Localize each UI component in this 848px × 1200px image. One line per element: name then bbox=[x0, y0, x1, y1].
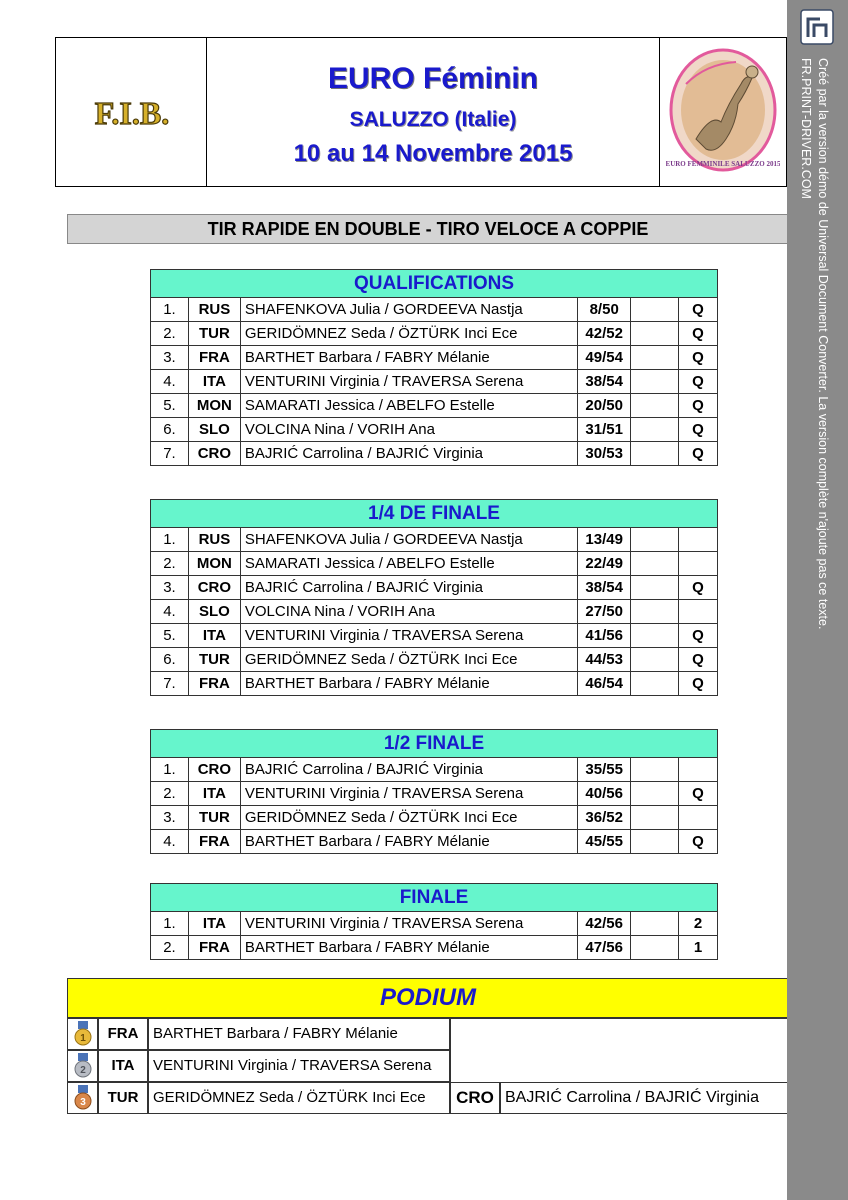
podium-third-b-nation: CRO bbox=[450, 1082, 500, 1114]
rank-cell: 2. bbox=[151, 782, 189, 806]
names-cell: BAJRIĆ Carrolina / BAJRIĆ Virginia bbox=[240, 576, 577, 600]
rank-cell: 2. bbox=[151, 552, 189, 576]
rank-cell: 3. bbox=[151, 806, 189, 830]
score-cell: 45/55 bbox=[578, 830, 631, 854]
nation-cell: TUR bbox=[188, 806, 240, 830]
result-row bbox=[151, 672, 718, 696]
names-cell: SHAFENKOVA Julia / GORDEEVA Nastja bbox=[240, 298, 577, 322]
result-row bbox=[151, 552, 718, 576]
page-subtitle: SALUZZO (Italie) bbox=[349, 108, 517, 131]
qualifier-cell: Q bbox=[679, 418, 718, 442]
qualifier-cell bbox=[679, 806, 718, 830]
watermark-url: FR.PRINT-DRIVER.COM bbox=[799, 58, 813, 199]
names-cell: BAJRIĆ Carrolina / BAJRIĆ Virginia bbox=[240, 442, 577, 466]
bronze-medal-icon bbox=[74, 1085, 92, 1111]
podium-row-third bbox=[67, 1082, 789, 1114]
final-table bbox=[150, 883, 718, 960]
empty-cell bbox=[631, 806, 679, 830]
podium-second-nation: ITA bbox=[98, 1050, 148, 1082]
qualifier-cell bbox=[679, 600, 718, 624]
score-cell: 8/50 bbox=[578, 298, 631, 322]
result-row bbox=[151, 806, 718, 830]
qualifier-cell: Q bbox=[679, 782, 718, 806]
names-cell: SAMARATI Jessica / ABELFO Estelle bbox=[240, 394, 577, 418]
empty-cell bbox=[631, 912, 679, 936]
section-title-semi-final: 1/2 FINALE bbox=[151, 730, 718, 758]
empty-cell bbox=[631, 624, 679, 648]
score-cell: 13/49 bbox=[578, 528, 631, 552]
rank-cell: 1. bbox=[151, 912, 189, 936]
qualifier-cell: Q bbox=[679, 322, 718, 346]
qualifier-cell: 2 bbox=[679, 912, 718, 936]
score-cell: 44/53 bbox=[578, 648, 631, 672]
gold-medal-number: 1 bbox=[79, 1033, 86, 1045]
empty-cell bbox=[631, 322, 679, 346]
rank-cell: 4. bbox=[151, 600, 189, 624]
qualifier-cell: Q bbox=[679, 442, 718, 466]
qualifier-cell: Q bbox=[679, 298, 718, 322]
section-title-quarter-final: 1/4 DE FINALE bbox=[151, 500, 718, 528]
empty-cell bbox=[631, 528, 679, 552]
nation-cell: MON bbox=[188, 552, 240, 576]
podium-second-names: VENTURINI Virginia / TRAVERSA Serena bbox=[148, 1050, 450, 1082]
result-row bbox=[151, 394, 718, 418]
empty-cell bbox=[631, 758, 679, 782]
result-row bbox=[151, 370, 718, 394]
nation-cell: RUS bbox=[188, 298, 240, 322]
page-title: EURO Féminin bbox=[327, 62, 538, 95]
rank-cell: 6. bbox=[151, 648, 189, 672]
quarter-final-table bbox=[150, 499, 718, 696]
euro-logo-cell bbox=[659, 38, 786, 186]
section-title-final: FINALE bbox=[151, 884, 718, 912]
rank-cell: 3. bbox=[151, 346, 189, 370]
podium-first-nation: FRA bbox=[98, 1018, 148, 1050]
nation-cell: SLO bbox=[188, 418, 240, 442]
event-dates: 10 au 14 Novembre 2015 bbox=[293, 140, 573, 167]
podium-title: PODIUM bbox=[67, 978, 789, 1018]
names-cell: BARTHET Barbara / FABRY Mélanie bbox=[240, 672, 577, 696]
empty-cell bbox=[631, 346, 679, 370]
empty-cell bbox=[631, 442, 679, 466]
empty-cell bbox=[631, 936, 679, 960]
names-cell: GERIDÖMNEZ Seda / ÖZTÜRK Inci Ece bbox=[240, 806, 577, 830]
names-cell: VENTURINI Virginia / TRAVERSA Serena bbox=[240, 912, 577, 936]
nation-cell: CRO bbox=[188, 442, 240, 466]
score-cell: 22/49 bbox=[578, 552, 631, 576]
podium-third-names: GERIDÖMNEZ Seda / ÖZTÜRK Inci Ece bbox=[148, 1082, 450, 1114]
nation-cell: FRA bbox=[188, 346, 240, 370]
score-cell: 42/52 bbox=[578, 322, 631, 346]
names-cell: BAJRIĆ Carrolina / BAJRIĆ Virginia bbox=[240, 758, 577, 782]
rank-cell: 5. bbox=[151, 394, 189, 418]
result-row bbox=[151, 346, 718, 370]
score-cell: 35/55 bbox=[578, 758, 631, 782]
qualifications-rows bbox=[151, 298, 718, 466]
empty-cell bbox=[631, 672, 679, 696]
fib-logo-cell bbox=[56, 38, 207, 186]
result-row bbox=[151, 830, 718, 854]
qualifier-cell: Q bbox=[679, 830, 718, 854]
qualifier-cell: Q bbox=[679, 346, 718, 370]
empty-cell bbox=[631, 600, 679, 624]
quarter-final-rows bbox=[151, 528, 718, 696]
result-row bbox=[151, 528, 718, 552]
score-cell: 30/53 bbox=[578, 442, 631, 466]
gold-medal-icon bbox=[74, 1021, 92, 1047]
podium-row-first bbox=[67, 1018, 450, 1050]
nation-cell: CRO bbox=[188, 758, 240, 782]
names-cell: BARTHET Barbara / FABRY Mélanie bbox=[240, 936, 577, 960]
nation-cell: ITA bbox=[188, 912, 240, 936]
silver-medal-icon bbox=[74, 1053, 92, 1079]
fib-logo bbox=[63, 94, 201, 130]
empty-cell bbox=[631, 418, 679, 442]
names-cell: SHAFENKOVA Julia / GORDEEVA Nastja bbox=[240, 528, 577, 552]
euro-logo bbox=[666, 44, 780, 180]
rank-cell: 1. bbox=[151, 298, 189, 322]
result-row bbox=[151, 624, 718, 648]
silver-medal-number: 2 bbox=[79, 1065, 86, 1077]
result-row bbox=[151, 912, 718, 936]
empty-cell bbox=[631, 394, 679, 418]
rank-cell: 7. bbox=[151, 672, 189, 696]
section-title-qualifications: QUALIFICATIONS bbox=[151, 270, 718, 298]
empty-cell bbox=[631, 298, 679, 322]
euro-logo-text: EURO FEMMINILE SALUZZO 2015 bbox=[666, 160, 780, 168]
names-cell: BARTHET Barbara / FABRY Mélanie bbox=[240, 830, 577, 854]
qualifier-cell: Q bbox=[679, 672, 718, 696]
podium-row-second bbox=[67, 1050, 450, 1082]
converter-logo-icon bbox=[800, 9, 834, 45]
empty-cell bbox=[631, 830, 679, 854]
nation-cell: MON bbox=[188, 394, 240, 418]
names-cell: VENTURINI Virginia / TRAVERSA Serena bbox=[240, 624, 577, 648]
result-row bbox=[151, 936, 718, 960]
final-rows bbox=[151, 912, 718, 960]
score-cell: 20/50 bbox=[578, 394, 631, 418]
result-row bbox=[151, 600, 718, 624]
nation-cell: ITA bbox=[188, 782, 240, 806]
result-row bbox=[151, 648, 718, 672]
podium bbox=[67, 978, 789, 1112]
names-cell: BARTHET Barbara / FABRY Mélanie bbox=[240, 346, 577, 370]
rank-cell: 3. bbox=[151, 576, 189, 600]
qualifier-cell: Q bbox=[679, 576, 718, 600]
semi-final-table bbox=[150, 729, 718, 854]
empty-cell bbox=[631, 576, 679, 600]
result-row bbox=[151, 758, 718, 782]
score-cell: 36/52 bbox=[578, 806, 631, 830]
podium-first-names: BARTHET Barbara / FABRY Mélanie bbox=[148, 1018, 450, 1050]
document-header bbox=[55, 37, 787, 187]
rank-cell: 1. bbox=[151, 528, 189, 552]
score-cell: 49/54 bbox=[578, 346, 631, 370]
score-cell: 27/50 bbox=[578, 600, 631, 624]
rank-cell: 4. bbox=[151, 830, 189, 854]
score-cell: 41/56 bbox=[578, 624, 631, 648]
watermark-notice: Créé par la version démo de Universal Document Converter. La version complète n'ajoute pas ce texte. bbox=[816, 58, 830, 630]
event-title: TIR RAPIDE EN DOUBLE - TIRO VELOCE A COPPIE bbox=[67, 214, 789, 244]
result-row bbox=[151, 442, 718, 466]
score-cell: 38/54 bbox=[578, 370, 631, 394]
qualifier-cell: Q bbox=[679, 394, 718, 418]
nation-cell: FRA bbox=[188, 672, 240, 696]
rank-cell: 7. bbox=[151, 442, 189, 466]
empty-cell bbox=[631, 370, 679, 394]
rank-cell: 1. bbox=[151, 758, 189, 782]
qualifier-cell: Q bbox=[679, 370, 718, 394]
score-cell: 47/56 bbox=[578, 936, 631, 960]
nation-cell: FRA bbox=[188, 830, 240, 854]
rank-cell: 2. bbox=[151, 936, 189, 960]
result-row bbox=[151, 782, 718, 806]
names-cell: SAMARATI Jessica / ABELFO Estelle bbox=[240, 552, 577, 576]
rank-cell: 4. bbox=[151, 370, 189, 394]
names-cell: VENTURINI Virginia / TRAVERSA Serena bbox=[240, 782, 577, 806]
result-row bbox=[151, 298, 718, 322]
bronze-medal-number: 3 bbox=[79, 1097, 86, 1109]
empty-cell bbox=[631, 782, 679, 806]
result-row bbox=[151, 576, 718, 600]
fib-logo-text: F.I.B. bbox=[94, 95, 170, 130]
nation-cell: FRA bbox=[188, 936, 240, 960]
qualifier-cell: Q bbox=[679, 624, 718, 648]
score-cell: 31/51 bbox=[578, 418, 631, 442]
nation-cell: CRO bbox=[188, 576, 240, 600]
names-cell: GERIDÖMNEZ Seda / ÖZTÜRK Inci Ece bbox=[240, 648, 577, 672]
qualifier-cell: 1 bbox=[679, 936, 718, 960]
empty-cell bbox=[631, 552, 679, 576]
nation-cell: SLO bbox=[188, 600, 240, 624]
nation-cell: TUR bbox=[188, 648, 240, 672]
names-cell: VOLCINA Nina / VORIH Ana bbox=[240, 600, 577, 624]
empty-cell bbox=[631, 648, 679, 672]
nation-cell: ITA bbox=[188, 370, 240, 394]
nation-cell: TUR bbox=[188, 322, 240, 346]
qualifier-cell: Q bbox=[679, 648, 718, 672]
semi-final-rows bbox=[151, 758, 718, 854]
podium-third-b-names: BAJRIĆ Carrolina / BAJRIĆ Virginia bbox=[500, 1082, 789, 1114]
title-block bbox=[206, 38, 660, 186]
names-cell: GERIDÖMNEZ Seda / ÖZTÜRK Inci Ece bbox=[240, 322, 577, 346]
names-cell: VENTURINI Virginia / TRAVERSA Serena bbox=[240, 370, 577, 394]
nation-cell: RUS bbox=[188, 528, 240, 552]
qualifier-cell bbox=[679, 758, 718, 782]
score-cell: 38/54 bbox=[578, 576, 631, 600]
podium-empty-cell bbox=[450, 1018, 789, 1082]
score-cell: 42/56 bbox=[578, 912, 631, 936]
podium-third-nation: TUR bbox=[98, 1082, 148, 1114]
nation-cell: ITA bbox=[188, 624, 240, 648]
rank-cell: 2. bbox=[151, 322, 189, 346]
rank-cell: 5. bbox=[151, 624, 189, 648]
names-cell: VOLCINA Nina / VORIH Ana bbox=[240, 418, 577, 442]
score-cell: 40/56 bbox=[578, 782, 631, 806]
result-row bbox=[151, 418, 718, 442]
score-cell: 46/54 bbox=[578, 672, 631, 696]
qualifier-cell bbox=[679, 552, 718, 576]
qualifications-table bbox=[150, 269, 718, 466]
qualifier-cell bbox=[679, 528, 718, 552]
rank-cell: 6. bbox=[151, 418, 189, 442]
result-row bbox=[151, 322, 718, 346]
